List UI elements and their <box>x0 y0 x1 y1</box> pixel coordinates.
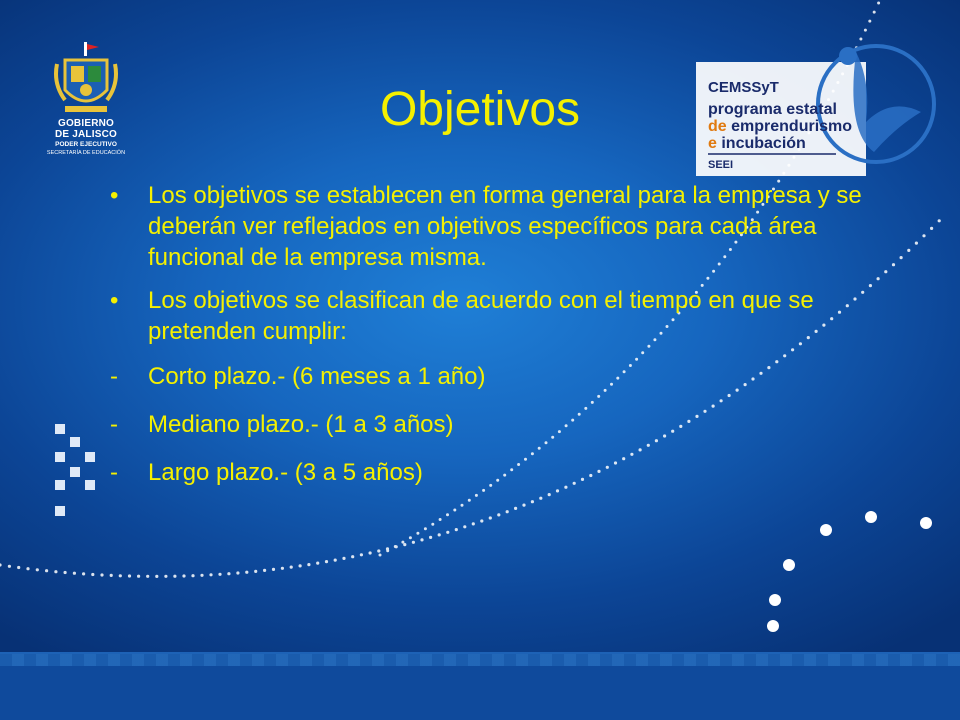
pixel-square <box>55 424 65 434</box>
pixel-square <box>55 480 65 490</box>
arc-dot <box>307 563 310 566</box>
arc-dot <box>446 513 449 516</box>
arc-dot <box>316 562 319 565</box>
arc-dot <box>429 536 432 539</box>
arc-dot <box>360 553 363 556</box>
arc-dot <box>245 571 248 574</box>
dash-icon: - <box>110 411 118 438</box>
cemssyt-logo <box>696 42 946 182</box>
arc-dot <box>164 575 167 578</box>
arc-dot <box>873 11 876 14</box>
arc-dot <box>209 573 212 576</box>
arc-dot <box>424 527 427 530</box>
dash-icon: - <box>110 459 118 486</box>
sparkle-dot <box>783 559 795 571</box>
arc-dot <box>868 20 871 23</box>
arc-dot <box>334 559 337 562</box>
arc-dot <box>463 525 466 528</box>
dash-item <box>110 457 910 488</box>
arc-dot <box>325 560 328 563</box>
arc-dot <box>412 541 415 544</box>
arc-dot <box>377 549 380 552</box>
arc-dot <box>379 554 382 557</box>
arc-dot <box>431 523 434 526</box>
sparkle-dot <box>820 524 832 536</box>
arc-dot <box>64 571 67 574</box>
dash-item <box>110 409 910 440</box>
arc-dot <box>128 574 131 577</box>
arc-dot <box>489 516 492 519</box>
arc-dot <box>17 566 20 569</box>
arc-dot <box>218 573 221 576</box>
arc-dot <box>864 29 867 32</box>
arc-dot <box>137 575 140 578</box>
cemssyt-line4: SEEI <box>708 159 734 171</box>
gobierno-line4: SECRETARÍA DE EDUCACIÓN <box>46 150 126 156</box>
bullet-text: Los objetivos se establecen en forma general para la empresa y se deberán ver reflejados en objetivos específicos para cada área funcional de la empresa misma. <box>148 182 862 271</box>
arc-dot <box>455 528 458 531</box>
pixel-square <box>70 437 80 447</box>
pixel-square <box>55 452 65 462</box>
bullet-icon: • <box>110 182 119 209</box>
arc-dot <box>36 568 39 571</box>
arc-dot <box>394 545 397 548</box>
dash-item <box>110 361 910 392</box>
gobierno-line2: DE JALISCO <box>54 129 117 140</box>
sparkle-dot <box>767 620 779 632</box>
arc-dot <box>281 567 284 570</box>
arc-dot <box>472 522 475 525</box>
slide-title: Objetivos <box>379 83 581 136</box>
arc-dot <box>8 565 11 568</box>
arc-dot <box>446 531 449 534</box>
bullet-text: Los objetivos se clasifican de acuerdo con el tiempo en que se pretenden cumplir: <box>148 287 814 345</box>
arc-dot <box>100 573 103 576</box>
cemssyt-name: CEMSSyT <box>708 79 779 96</box>
arc-dot <box>191 574 194 577</box>
bullet-item <box>110 285 910 347</box>
pixel-square <box>85 480 95 490</box>
arc-dot <box>54 570 57 573</box>
arc-dot <box>930 227 933 230</box>
arc-dot <box>0 563 2 566</box>
arc-dot <box>91 573 94 576</box>
gobierno-line1: GOBIERNO <box>57 118 115 129</box>
bullet-item <box>110 180 910 273</box>
arc-dot <box>938 219 941 222</box>
arc-dot <box>420 538 423 541</box>
arc-dot <box>73 572 76 575</box>
arc-dot <box>82 572 85 575</box>
pixel-square <box>85 452 95 462</box>
pixel-square <box>70 467 80 477</box>
arc-dot <box>506 510 509 513</box>
arc-dot <box>342 557 345 560</box>
arc-dot <box>369 551 372 554</box>
arc-dot <box>877 2 880 5</box>
gobierno-jalisco-logo <box>38 40 134 158</box>
arc-dot <box>173 575 176 578</box>
cemssyt-line2: de emprendurismo <box>708 118 853 135</box>
slide-content <box>110 180 910 505</box>
arc-dot <box>403 543 406 546</box>
dash-text: Mediano plazo.- (1 a 3 años) <box>148 411 454 438</box>
sparkle-dot <box>865 511 877 523</box>
arc-dot <box>922 234 925 237</box>
arc-dot <box>45 569 48 572</box>
coat-of-arms-icon <box>51 40 121 118</box>
arc-dot <box>438 533 441 536</box>
arc-dot <box>514 507 517 510</box>
arc-dot <box>272 568 275 571</box>
arc-dot <box>915 242 918 245</box>
cemssyt-line1: programa estatal <box>708 101 837 118</box>
sparkle-dot <box>920 517 932 529</box>
arc-dot <box>155 575 158 578</box>
arc-dot <box>480 519 483 522</box>
dash-text: Corto plazo.- (6 meses a 1 año) <box>148 363 486 390</box>
arc-dot <box>236 571 239 574</box>
arc-dot <box>254 570 257 573</box>
arc-dot <box>299 564 302 567</box>
arc-dot <box>409 536 412 539</box>
arc-dot <box>401 541 404 544</box>
arc-dot <box>110 574 113 577</box>
arc-dot <box>386 549 389 552</box>
arc-dot <box>182 574 185 577</box>
arc-dot <box>439 518 442 521</box>
arc-dot <box>859 38 862 41</box>
arc-dot <box>351 555 354 558</box>
arc-dot <box>26 567 29 570</box>
arc-dot <box>416 532 419 535</box>
cemssyt-line3: e incubación <box>708 135 806 152</box>
dash-text: Largo plazo.- (3 a 5 años) <box>148 459 423 486</box>
gobierno-line3: PODER EJECUTIVO <box>55 141 117 148</box>
arc-dot <box>290 566 293 569</box>
arc-dot <box>146 575 149 578</box>
pixel-square <box>55 506 65 516</box>
footer-bar <box>0 652 960 720</box>
bullet-icon: • <box>110 287 119 314</box>
arc-dot <box>497 513 500 516</box>
sparkle-dot <box>769 594 781 606</box>
arc-dot <box>227 572 230 575</box>
arc-dot <box>200 574 203 577</box>
arc-dot <box>263 569 266 572</box>
arc-dot <box>453 509 456 512</box>
footer-stripes <box>0 654 960 666</box>
dash-icon: - <box>110 363 118 390</box>
arc-dot <box>119 574 122 577</box>
